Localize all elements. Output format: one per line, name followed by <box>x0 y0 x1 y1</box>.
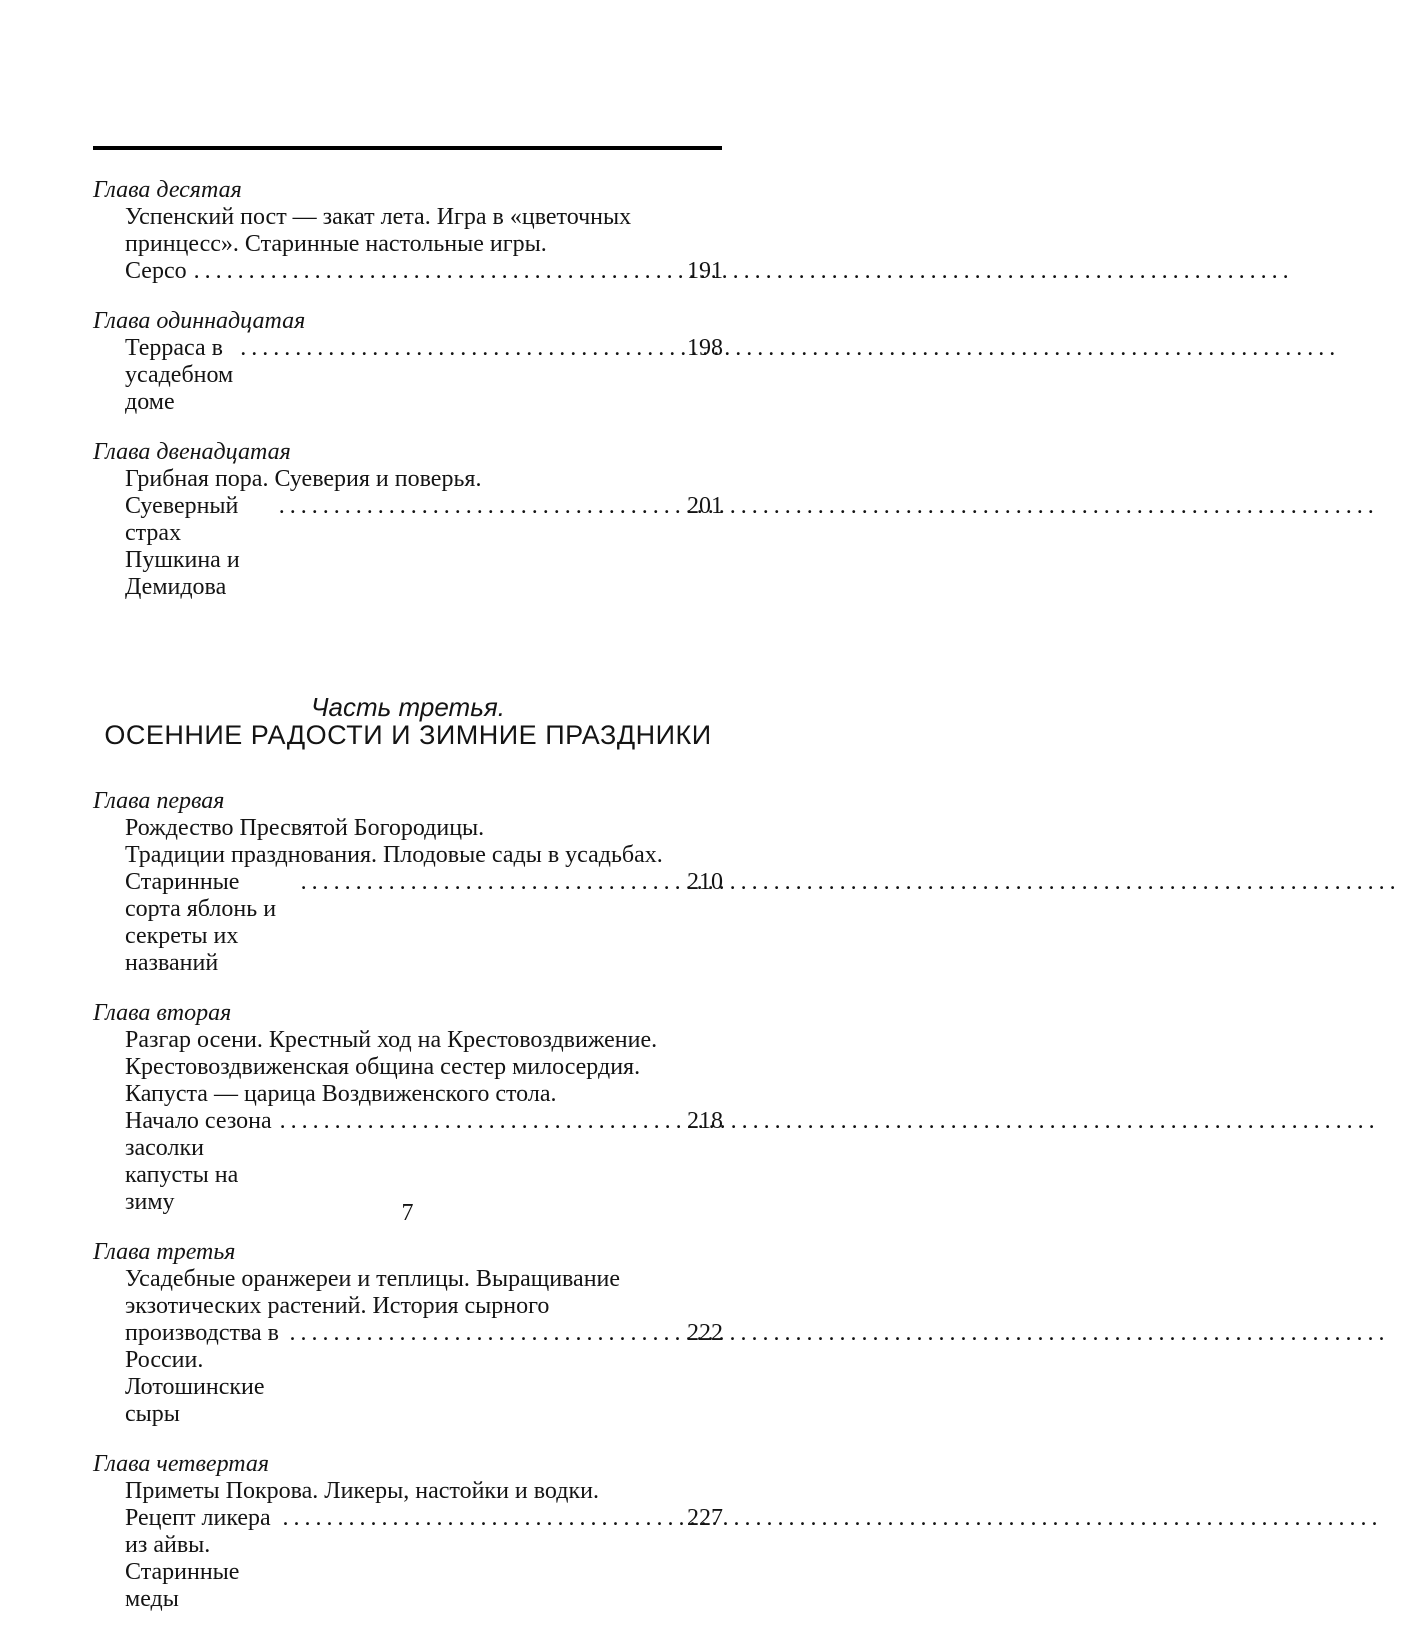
dot-leader <box>301 869 679 896</box>
toc-entry <box>93 788 723 977</box>
header-rule <box>93 146 722 150</box>
entry-tail: Старинные сорта яблонь и секреты их названий <box>125 869 277 976</box>
entry-tail: производства в России. Лотошинские сыры <box>125 1320 279 1427</box>
page-ref: 201 <box>687 493 723 519</box>
toc-entry <box>93 177 723 285</box>
toc-entry <box>93 1000 723 1216</box>
chapter-heading: Глава одиннадцатая <box>93 308 306 334</box>
toc-entry <box>93 439 723 601</box>
part-title-italic: Часть третья. <box>311 692 505 722</box>
part-heading <box>93 693 723 749</box>
page-ref: 210 <box>687 869 723 895</box>
entry-last-line <box>93 869 723 977</box>
dot-leader <box>282 1505 679 1532</box>
page-number: 7 <box>401 1200 414 1226</box>
entry-line: Усадебные оранжереи и теплицы. Выращивание <box>125 1266 621 1292</box>
entry-line: Грибная пора. Суеверия и поверья. <box>125 466 482 492</box>
entry-line: Приметы Покрова. Ликеры, настойки и водки. <box>125 1478 599 1504</box>
entry-line: Крестовоздвиженская община сестер милосердия. <box>125 1054 641 1080</box>
dot-leader <box>280 1108 679 1135</box>
entry-tail: Терраса в усадебном доме <box>125 335 234 415</box>
entry-last-line <box>93 335 723 416</box>
toc-entry <box>93 1451 723 1613</box>
toc-entry <box>93 1239 723 1428</box>
chapter-heading: Глава четвертая <box>93 1451 270 1477</box>
page-ref: 191 <box>687 258 723 284</box>
toc-entry <box>93 308 723 416</box>
entry-line: Успенский пост — закат лета. Игра в «цветочных <box>125 204 632 230</box>
entry-last-line <box>93 493 723 601</box>
chapter-heading: Глава первая <box>93 788 225 814</box>
chapter-heading: Глава вторая <box>93 1000 232 1026</box>
dot-leader <box>279 493 679 520</box>
entry-line: Разгар осени. Крестный ход на Крестовоздвижение. <box>125 1027 658 1053</box>
chapter-heading: Глава десятая <box>93 177 242 203</box>
part-title-caps: ОСЕННИЕ РАДОСТИ И ЗИМНИЕ ПРАЗДНИКИ <box>104 720 712 750</box>
entry-line: принцесс». Старинные настольные игры. <box>125 231 547 257</box>
dot-leader <box>240 335 679 362</box>
page-ref: 218 <box>687 1108 723 1134</box>
entry-tail: Суеверный страх Пушкина и Демидова <box>125 493 240 600</box>
entry-tail: Рецепт ликера из айвы. Старинные меды <box>125 1505 271 1612</box>
entry-line: Капуста — царица Воздвиженского стола. <box>125 1081 557 1107</box>
entry-tail: Серсо <box>125 258 187 284</box>
chapter-heading: Глава двенадцатая <box>93 439 291 465</box>
chapter-heading: Глава третья <box>93 1239 236 1265</box>
entry-last-line <box>93 1320 723 1428</box>
dot-leader <box>289 1320 679 1347</box>
entry-line: Традиции празднования. Плодовые сады в усадьбах. <box>125 842 663 868</box>
entry-last-line <box>93 258 723 285</box>
page-ref: 227 <box>687 1505 723 1531</box>
entry-last-line <box>93 1505 723 1613</box>
page-ref: 222 <box>687 1320 723 1346</box>
entry-line: Рождество Пресвятой Богородицы. <box>125 815 485 841</box>
table-of-contents <box>93 177 723 1636</box>
entry-tail: Начало сезона засолки капусты на зиму <box>125 1108 272 1215</box>
dot-leader <box>194 258 679 285</box>
page-ref: 198 <box>687 335 723 361</box>
entry-line: экзотических растений. История сырного <box>125 1293 550 1319</box>
